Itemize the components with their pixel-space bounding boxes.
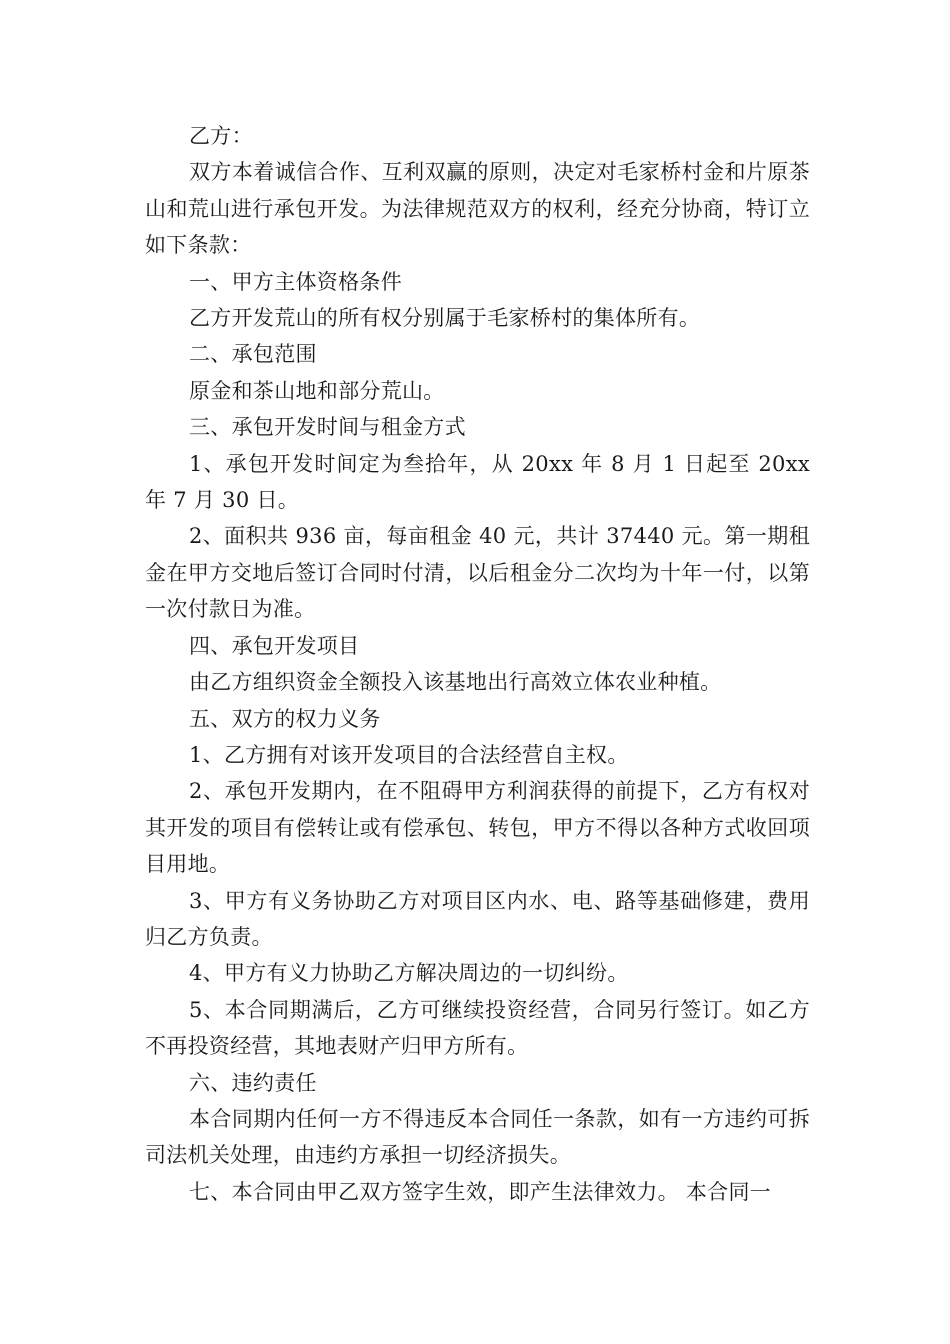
party-b-label: 乙方： (189, 124, 253, 148)
section-3-clause-1: 1、承包开发时间定为叁拾年，从 20xx 年 8 月 1 日起至 20xx 年 7 月 30 日。 (145, 451, 810, 513)
section-6-heading: 六、违约责任 (189, 1070, 317, 1095)
section-3-clause-2: 2、面积共 936 亩，每亩租金 40 元，共计 37440 元。第一期租金在甲方交地后签订合同时付清，以后租金分二次均为十年一付，以第一次付款日为准。 (145, 524, 810, 622)
section-4-text: 由乙方组织资金全额投入该基地出行高效立体农业种植。 (189, 670, 722, 695)
section-2-heading: 二、承包范围 (189, 342, 317, 367)
section-6-text: 本合同期内任何一方不得违反本合同任一条款，如有一方违约可拆司法机关处理，由违约方承担一切经济损失。 (145, 1106, 810, 1168)
section-4-heading: 四、承包开发项目 (189, 633, 360, 658)
section-5-clause-1: 1、乙方拥有对该开发项目的合法经营自主权。 (189, 742, 629, 767)
section-5-heading: 五、双方的权力义务 (189, 706, 381, 731)
section-5-clause-3: 3、甲方有义务协助乙方对项目区内水、电、路等基础修建，费用归乙方负责。 (145, 888, 810, 949)
section-5-clause-4: 4、甲方有义力协助乙方解决周边的一切纠纷。 (189, 961, 629, 986)
section-7-text: 七、本合同由甲乙双方签字生效，即产生法律效力。 本合同一 (189, 1179, 772, 1204)
contract-body (145, 118, 810, 1210)
section-1-text: 乙方开发荒山的所有权分别属于毛家桥村的集体所有。 (189, 306, 701, 331)
section-2-text: 原金和茶山地和部分荒山。 (189, 378, 445, 403)
section-3-heading: 三、承包开发时间与租金方式 (189, 415, 466, 440)
section-5-clause-5: 5、本合同期满后，乙方可继续投资经营，合同另行签订。如乙方不再投资经营，其地表财产归甲方所有。 (145, 997, 810, 1059)
preamble-paragraph: 双方本着诚信合作、互利双赢的原则，决定对毛家桥村金和片原茶山和荒山进行承包开发。为法律规范双方的权利，经充分协商，特订立如下条款： (145, 160, 810, 258)
section-1-heading: 一、甲方主体资格条件 (189, 269, 402, 294)
section-5-clause-2: 2、承包开发期内，在不阻碍甲方利润获得的前提下，乙方有权对其开发的项目有偿转让或有偿承包、转包，甲方不得以各种方式收回项目用地。 (145, 779, 810, 877)
